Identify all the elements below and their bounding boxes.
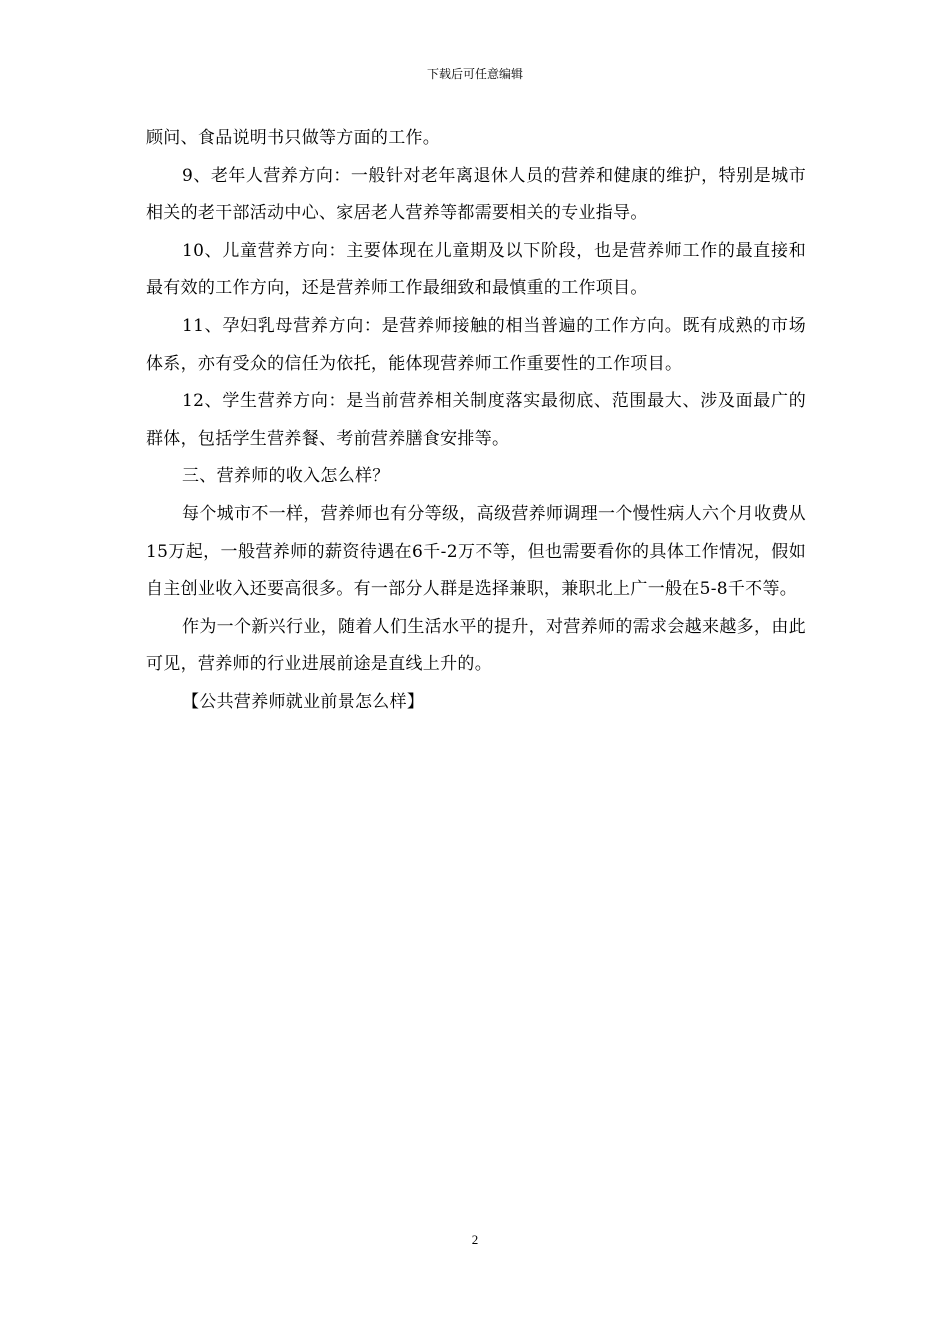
page-number: 2 xyxy=(471,1232,479,1247)
paragraph-income: 每个城市不一样，营养师也有分等级，高级营养师调理一个慢性病人六个月收费从15万起，一般营养师的薪资待遇在6千-2万不等，但也需要看你的具体工作情况，假如自主创业收入还要高很多。有一部分人群是选择兼职，兼职北上广一般在5-8千不等。 xyxy=(146,503,806,600)
document-body xyxy=(146,120,806,722)
section-heading-income: 三、营养师的收入怎么样？ xyxy=(182,466,390,487)
paragraph-student-nutrition: 12、学生营养方向：是当前营养相关制度落实最彻底、范围最大、涉及面最广的群体，包括学生营养餐、考前营养膳食安排等。 xyxy=(146,391,806,449)
paragraph-continuation: 顾问、食品说明书只做等方面的工作。 xyxy=(146,128,441,148)
section-heading-employment: 【公共营养师就业前景怎么样】 xyxy=(182,691,425,712)
paragraph-maternal-nutrition: 11、孕妇乳母营养方向：是营养师接触的相当普遍的工作方向。既有成熟的市场体系，亦有受众的信任为依托，能体现营养师工作重要性的工作项目。 xyxy=(146,315,806,374)
page-header: 下载后可任意编辑 xyxy=(426,67,523,81)
paragraph-prospects: 作为一个新兴行业，随着人们生活水平的提升，对营养师的需求会越来越多，由此可见，营养师的行业进展前途是直线上升的。 xyxy=(146,616,806,675)
paragraph-elderly-nutrition: 9、老年人营养方向：一般针对老年离退休人员的营养和健康的维护，特别是城市相关的老干部活动中心、家居老人营养等都需要相关的专业指导。 xyxy=(146,165,806,224)
paragraph-child-nutrition: 10、儿童营养方向：主要体现在儿童期及以下阶段，也是营养师工作的最直接和最有效的工作方向，还是营养师工作最细致和最慎重的工作项目。 xyxy=(146,240,806,299)
